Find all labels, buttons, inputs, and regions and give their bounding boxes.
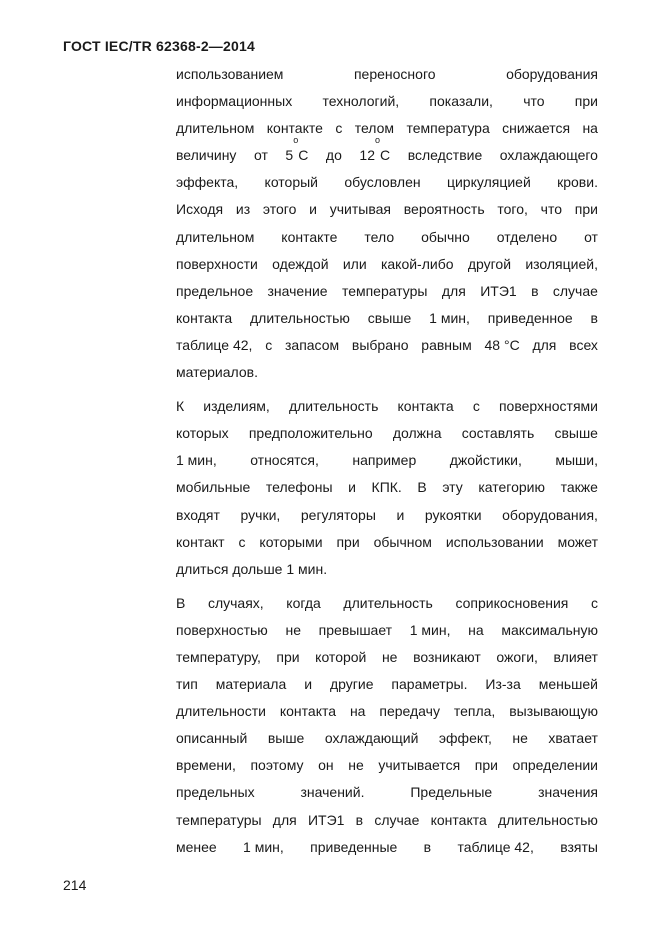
word: до (325, 147, 342, 164)
word: составлять (461, 425, 535, 442)
word: взяты (560, 838, 598, 855)
word: Предельные (410, 784, 493, 801)
word: длительном (176, 120, 255, 137)
word: материалов. (176, 364, 258, 381)
word: длительном (176, 228, 255, 245)
word: обычном (373, 533, 432, 550)
text-line (176, 474, 598, 501)
word: при (474, 757, 498, 774)
word: температуру, (176, 648, 261, 665)
text-line (176, 671, 598, 698)
word: влияет (553, 648, 598, 665)
word: например (352, 452, 417, 469)
text-line (176, 224, 598, 251)
word: свыше (367, 309, 412, 326)
text-line (176, 834, 598, 861)
word: описанный (176, 730, 248, 747)
word: возникают (413, 648, 481, 665)
word: показали, (429, 93, 493, 110)
text-line (176, 196, 598, 223)
word: определении (512, 757, 598, 774)
word: снижается (502, 120, 571, 137)
text-line (176, 169, 598, 196)
word: с (238, 533, 246, 550)
text-line (176, 115, 598, 142)
word: поверхностью (176, 621, 268, 638)
word: и (304, 676, 313, 693)
word: для (532, 336, 557, 353)
word: поверхностями (498, 398, 598, 415)
word: который (264, 174, 319, 191)
word: ИТЭ1 (480, 282, 517, 299)
word: материала (215, 676, 287, 693)
word: на (468, 621, 484, 638)
word: обычно (421, 228, 470, 245)
word: 48 °C (484, 336, 520, 353)
word: значений. (300, 784, 365, 801)
word: хватает (548, 730, 598, 747)
word: равным (421, 336, 472, 353)
word: 5$^o$C (285, 135, 309, 164)
word: случаях, (207, 594, 264, 611)
text-line (176, 556, 598, 583)
word: тело (364, 228, 395, 245)
word: может (557, 533, 598, 550)
text-line (176, 529, 598, 556)
word: при (336, 533, 360, 550)
word: предельных (176, 784, 255, 801)
word: он (318, 757, 334, 774)
word: циркуляцией (446, 174, 531, 191)
word: времени, (176, 757, 236, 774)
word: и (396, 506, 405, 523)
word: на (349, 703, 366, 720)
word: контакте (266, 120, 323, 137)
word: на (582, 120, 598, 137)
word: температуры (176, 811, 262, 828)
word: приведенные (310, 838, 398, 855)
word: превышает (318, 621, 393, 638)
word: и (309, 201, 317, 218)
text-line (176, 359, 598, 386)
word: мыши, (555, 452, 598, 469)
word: информационных (176, 93, 293, 110)
word: оборудования, (502, 506, 598, 523)
body-text (176, 61, 598, 861)
word: вследствие (407, 147, 483, 164)
word: таблице 42, (457, 838, 534, 855)
word: использовании (445, 533, 544, 550)
word: длительность (288, 398, 379, 415)
word: Из-за (485, 676, 521, 693)
paragraph (176, 590, 598, 861)
word: в (531, 282, 539, 299)
word: в (590, 309, 598, 326)
text-line (176, 305, 598, 332)
word: меньшей (538, 676, 598, 693)
word: технологий, (322, 93, 400, 110)
word: входят (176, 506, 220, 523)
word: от (253, 147, 268, 164)
word: этого (262, 201, 297, 218)
word: при (574, 201, 598, 218)
word: должна (392, 425, 442, 442)
word: которых (176, 425, 229, 442)
word: В (176, 594, 186, 611)
word: контакт (176, 533, 225, 550)
word: предположительно (248, 425, 373, 442)
word: КПК. (371, 479, 402, 496)
text-line (176, 135, 598, 169)
word: крови. (557, 174, 598, 191)
word: телом (354, 120, 395, 137)
word: К (176, 398, 185, 415)
text-line (176, 61, 598, 88)
word: 1 мин, (409, 621, 451, 638)
word: предельное (176, 282, 254, 299)
word: при (276, 648, 300, 665)
word: менее (176, 838, 217, 855)
word: приведенное (487, 309, 573, 326)
word: охлаждающий (324, 730, 419, 747)
word: которой (315, 648, 367, 665)
text-line (176, 420, 598, 447)
word: ручки, (240, 506, 281, 523)
word: 1 мин, (243, 838, 284, 855)
word: эффекта, (176, 174, 239, 191)
word: охлаждающего (499, 147, 598, 164)
word: другой (467, 255, 512, 272)
word: случае (552, 282, 598, 299)
word: изоляцией, (525, 255, 598, 272)
word: с (265, 336, 273, 353)
word: Исходя (176, 201, 224, 218)
word: температура (406, 120, 490, 137)
word: отделено (496, 228, 558, 245)
text-line (176, 752, 598, 779)
word: из (235, 201, 251, 218)
document-header: ГОСТ IEC/TR 62368-2—2014 (63, 38, 255, 54)
text-line (176, 88, 598, 115)
word: вызывающую (509, 703, 598, 720)
word: соприкосновения (455, 594, 569, 611)
text-line (176, 807, 598, 834)
word: выбрано (351, 336, 409, 353)
word: длительность (343, 594, 433, 611)
word: какой-либо (380, 255, 454, 272)
word: эффект, (438, 730, 492, 747)
word: длительностью (250, 309, 350, 326)
text-line (176, 617, 598, 644)
word: контакта (176, 309, 233, 326)
word: передачу (379, 703, 440, 720)
word: когда (286, 594, 321, 611)
word: относятся, (250, 452, 319, 469)
word: ИТЭ1 (307, 811, 345, 828)
word: не (381, 648, 398, 665)
word: В (417, 479, 427, 496)
text-line (176, 332, 598, 359)
word: длительностью (498, 811, 598, 828)
text-line (176, 644, 598, 671)
word: контакта (279, 703, 337, 720)
word: для (441, 282, 466, 299)
word: учитывается (378, 757, 461, 774)
word: для (272, 811, 297, 828)
word: использованием (176, 66, 284, 82)
word: с (590, 594, 598, 611)
word: всех (569, 336, 598, 353)
paragraph (176, 61, 598, 386)
text-line (176, 725, 598, 752)
word: которыми (259, 533, 323, 550)
text-line (176, 590, 598, 617)
word: величину (176, 147, 237, 164)
word: длительности (176, 703, 266, 720)
paragraph-gap (176, 583, 598, 590)
text-line (176, 251, 598, 278)
word: что (523, 93, 545, 110)
word: от (584, 228, 598, 245)
word: случае (374, 811, 420, 828)
word: контакте (281, 228, 338, 245)
word: максимальную (501, 621, 598, 638)
word: значения (538, 784, 598, 801)
word: не (512, 730, 528, 747)
word: длиться дольше 1 мин. (176, 560, 328, 577)
text-line (176, 779, 598, 806)
word: что (540, 201, 563, 218)
word: тепла, (453, 703, 496, 720)
word: с (472, 398, 480, 415)
word: поверхности (176, 255, 258, 272)
word: другие (329, 676, 374, 693)
word: таблице 42, (176, 336, 253, 353)
word: поэтому (250, 757, 304, 774)
word: параметры. (391, 676, 468, 693)
word: вероятность (403, 201, 485, 218)
word: не (348, 757, 364, 774)
paragraph-gap (176, 386, 598, 393)
word: также (560, 479, 598, 496)
word: категорию (478, 479, 545, 496)
word: того, (497, 201, 528, 218)
page-number: 214 (63, 877, 87, 893)
word: 1 мин, (176, 452, 217, 469)
word: запасом (284, 336, 340, 353)
word: джойстики, (449, 452, 522, 469)
word: значение (267, 282, 328, 299)
word: одеждой (272, 255, 329, 272)
word: регуляторы (300, 506, 376, 523)
word: в (423, 838, 432, 855)
word: контакта (397, 398, 454, 415)
word: учитывая (329, 201, 391, 218)
text-line (176, 393, 598, 420)
word: контакта (430, 811, 487, 828)
word: переносного (353, 66, 436, 82)
word: не (285, 621, 301, 638)
word: тип (176, 676, 198, 693)
word: ожоги, (496, 648, 538, 665)
word: обусловлен (344, 174, 421, 191)
word: выше (267, 730, 305, 747)
text-line (176, 698, 598, 725)
paragraph (176, 393, 598, 583)
word: и (348, 479, 356, 496)
word: рукоятки (424, 506, 482, 523)
word: свыше (554, 425, 598, 442)
word: с (335, 120, 343, 137)
word: 1 мин, (429, 309, 470, 326)
word: при (574, 93, 598, 110)
word: или (342, 255, 367, 272)
word: мобильные (176, 479, 251, 496)
word: телефоны (265, 479, 333, 496)
word: температуры (341, 282, 428, 299)
word: 12$^o$C (359, 135, 391, 164)
word: изделиям, (203, 398, 270, 415)
text-line (176, 278, 598, 305)
word: эту (442, 479, 463, 496)
word: в (355, 811, 364, 828)
word: оборудования (506, 66, 598, 82)
text-line (176, 502, 598, 529)
text-line (176, 447, 598, 474)
